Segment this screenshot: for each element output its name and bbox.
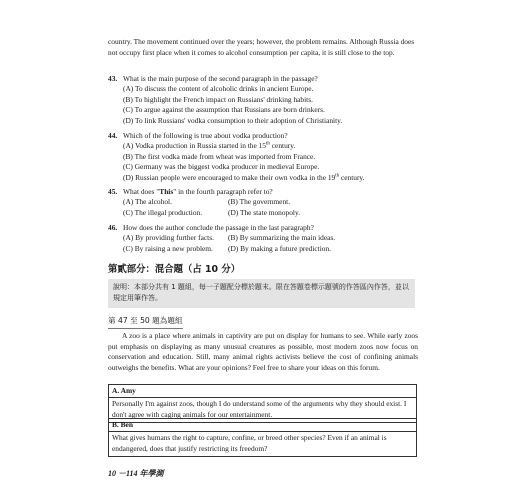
option-a: (A) By providing further facts. xyxy=(123,233,214,243)
option-b: (B) The government. xyxy=(228,197,291,207)
question-44 xyxy=(108,131,418,183)
question-stem: How does the author conclude the passage in the last paragraph? xyxy=(123,223,314,232)
option-b: (B) To highlight the French impact on Russians' drinking habits. xyxy=(123,94,313,104)
question-stem: What does "This" in the fourth paragraph refer to? xyxy=(123,187,273,196)
opinion-box-ben xyxy=(108,418,417,457)
intro-paragraph: country. The movement continued over the years; however, the problem remains. Although Russia does not occupy first place when it comes to alcohol consumption per capita, it is still close to the top. xyxy=(108,37,415,57)
question-number: 45. xyxy=(108,187,118,196)
reading-passage: A zoo is a place where animals in captivity are put on display for humans to see. While early zoos put emphasis on displaying as many unusual creatures as possible, most modern zoos now focus on conservation and education. Still, many animal rights activists believe the cost of confining animals outweighs the benefits. What are your opinions? Feel free to share your ideas on this forum. xyxy=(108,331,418,372)
question-group-title: 第 47 至 50 題為題組 xyxy=(108,315,183,329)
opinion-text: What gives humans the right to capture, confine, or breed other species? Even if an animal is endangered, does that justify restricting its freedom? xyxy=(112,433,387,453)
option-b: (B) The first vodka made from wheat was imported from France. xyxy=(123,151,316,161)
option-d: (D) By making a future prediction. xyxy=(228,243,332,253)
option-d: (D) To link Russians' vodka consumption to their adoption of Christianity. xyxy=(123,115,343,125)
section-title: 第貳部分：混合題（占 10 分） xyxy=(108,264,241,275)
option-a: (A) The alcohol. xyxy=(123,197,172,207)
option-c: (C) To argue against the assumption that Russians are born drinkers. xyxy=(123,105,325,115)
option-b: (B) By summarizing the main ideas. xyxy=(228,233,336,243)
opinion-author: B. Ben xyxy=(109,419,416,432)
option-c: (C) The illegal production. xyxy=(123,207,203,217)
question-number: 43. xyxy=(108,74,118,83)
question-stem: What is the main purpose of the second paragraph in the passage? xyxy=(123,74,318,83)
option-c: (C) Germany was the biggest vodka producer in medieval Europe. xyxy=(123,162,320,172)
instructions-box: 說明：本部分共有 1 題組，每一子題配分標於題末。限在答題卷標示題號的作答區內作答，並以規定用筆作答。 xyxy=(108,279,415,308)
question-46 xyxy=(108,223,418,254)
option-c: (C) By raising a new problem. xyxy=(123,243,213,253)
opinion-text: Personally I'm against zoos, though I do understand some of the arguments why they should exist. I don't agree with caging animals for our entertainment. xyxy=(112,399,407,419)
question-45 xyxy=(108,187,418,218)
question-stem: Which of the following is true about vodka production? xyxy=(123,131,288,140)
question-43 xyxy=(108,74,418,126)
question-number: 44. xyxy=(108,131,118,140)
option-d: (D) Russian people were encouraged to make their own vodka in the 19th century. xyxy=(123,172,365,182)
option-d: (D) The state monopoly. xyxy=(228,207,301,217)
opinion-author: A. Amy xyxy=(109,385,416,398)
question-number: 46. xyxy=(108,223,118,232)
option-a: (A) Vodka production in Russia started in the 15th century. xyxy=(123,141,296,151)
page-footer: 10 －114 年學測 xyxy=(108,469,164,478)
option-a: (A) To discuss the content of alcoholic drinks in ancient Europe. xyxy=(123,84,314,94)
